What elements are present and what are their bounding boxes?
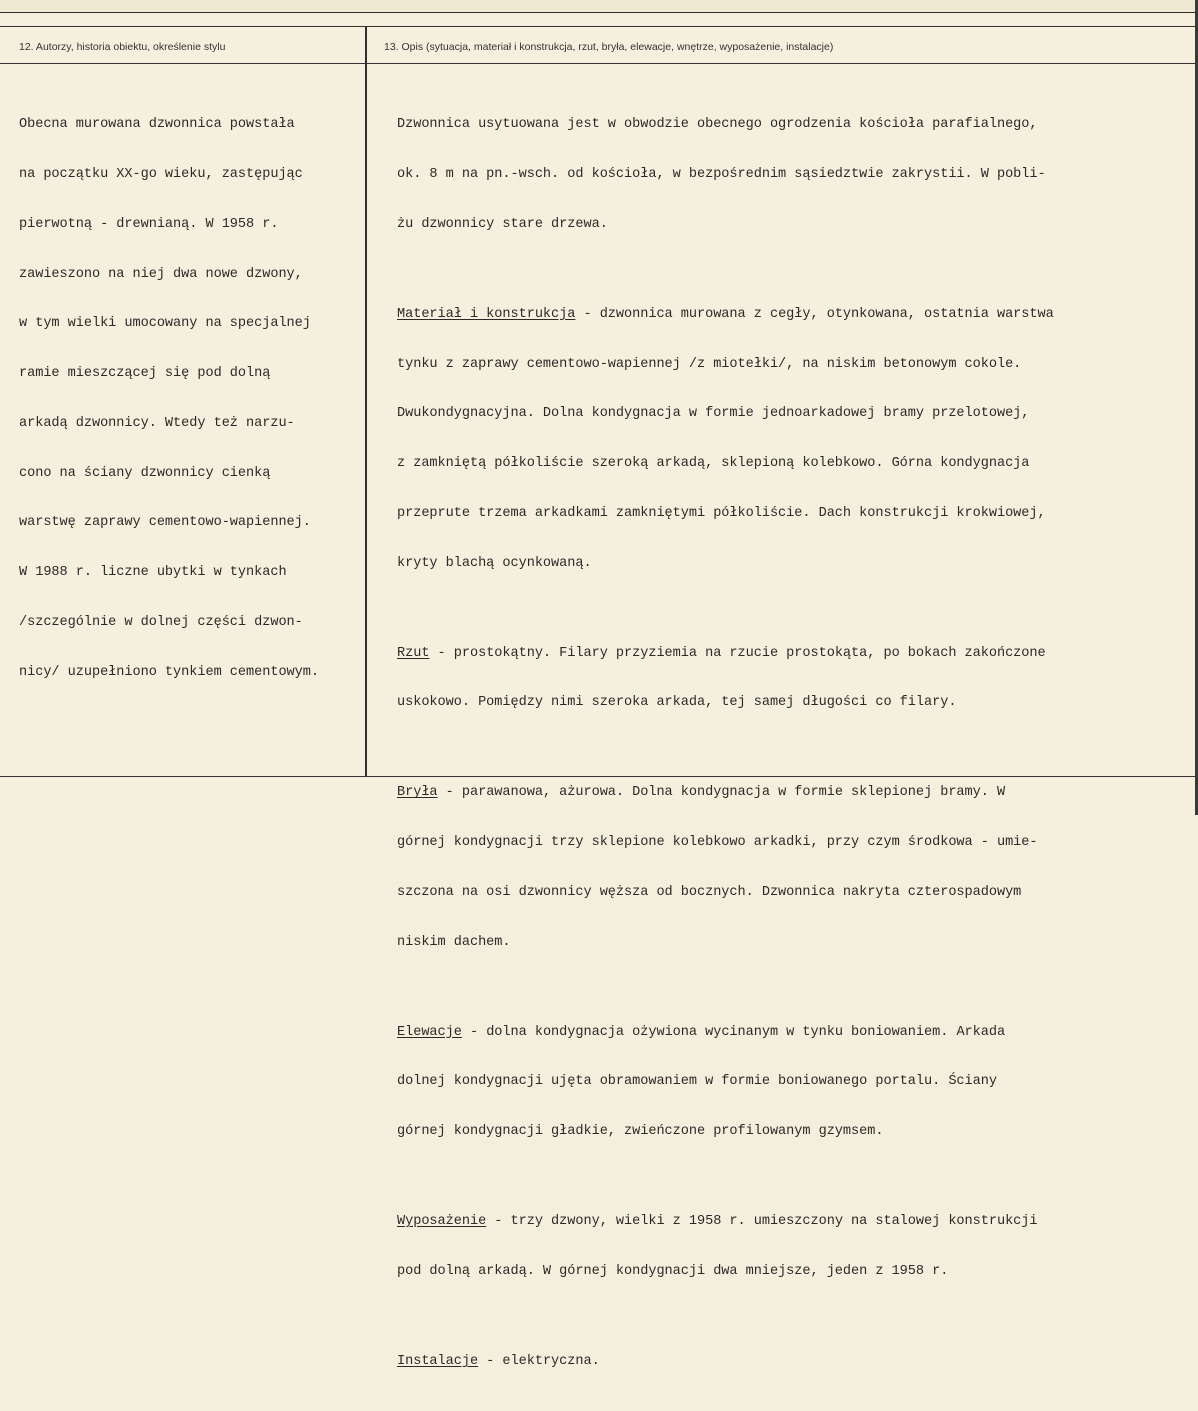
paragraph-heading: Wyposażenie	[397, 1214, 487, 1230]
header-top-rule	[0, 26, 1195, 27]
text-line: żu dzwonnicy stare drzewa.	[397, 216, 608, 232]
text-line: z zamkniętą półkoliście szeroką arkadą, sklepioną kolebkowo. Górna kondygnacja	[397, 456, 1030, 472]
section-13-title: 13. Opis (sytuacja, materiał i konstrukcja, rzut, bryła, elewacje, wnętrze, wyposażenie, instalacje)	[384, 41, 834, 53]
text-line	[397, 1354, 1177, 1371]
text-segment: - parawanowa, ażurowa. Dolna kondygnacja w formie sklepionej bramy. W	[437, 785, 1006, 801]
text-line	[397, 646, 1177, 663]
text-line: /szczególnie w dolnej części dzwon-	[19, 615, 303, 630]
text-line: nicy/ uzupełniono tynkiem cementowym.	[19, 664, 319, 680]
paragraph-installations	[397, 1321, 1177, 1404]
text-line: górnej kondygnacji gładkie, zwieńczone profilowanym gzymsem.	[397, 1124, 884, 1140]
section-13-text	[397, 84, 1177, 1411]
paragraph-heading: Materiał i konstrukcja	[397, 306, 576, 322]
text-segment: - dzwonnica murowana z cegły, otynkowana, ostatnia warstwa	[575, 306, 1054, 322]
text-line: ok. 8 m na pn.-wsch. od kościoła, w bezpośrednim sąsiedztwie zakrystii. W pobli-	[397, 166, 1046, 182]
text-line: w tym wielki umocowany na specjalnej	[19, 316, 311, 332]
top-edge-strip	[0, 0, 1198, 13]
text-line: zawieszono na niej dwa nowe dzwony,	[19, 266, 303, 282]
text-line	[397, 785, 1177, 802]
paragraph-material	[397, 274, 1177, 606]
text-segment: - prostokątny. Filary przyziemia na rzucie prostokąta, po bokach zakończone	[429, 645, 1046, 661]
text-line	[397, 1025, 1177, 1042]
text-line: ramie mieszczącej się pod dolną	[19, 366, 271, 382]
text-line: Obecna murowana dzwonnica powstała	[19, 117, 295, 133]
paragraph-elevations	[397, 991, 1177, 1174]
text-line	[397, 1214, 1177, 1231]
section-12-title: 12. Autorzy, historia obiektu, określenie stylu	[19, 41, 226, 53]
paragraph-heading: Bryła	[397, 785, 438, 801]
text-line: niskim dachem.	[397, 934, 511, 950]
text-line: szczona na osi dzwonnicy węższa od bocznych. Dzwonnica nakryta czterospadowym	[397, 884, 1022, 900]
paragraph-heading: Rzut	[397, 645, 430, 661]
text-line: arkadą dzwonnicy. Wtedy też narzu-	[19, 415, 295, 431]
text-line: W 1988 r. liczne ubytki w tynkach	[19, 565, 287, 581]
text-line: pod dolną arkadą. W górnej kondygnacji dwa mniejsze, jeden z 1958 r.	[397, 1263, 949, 1279]
text-line: Dwukondygnacyjna. Dolna kondygnacja w formie jednoarkadowej bramy przelotowej,	[397, 406, 1030, 422]
text-line: uskokowo. Pomiędzy nimi szeroka arkada, tej samej długości co filary.	[397, 695, 957, 711]
text-line: warstwę zaprawy cementowo-wapiennej.	[19, 515, 311, 531]
text-line: przeprute trzema arkadkami zamkniętymi półkoliście. Dach konstrukcji krokwiowej,	[397, 505, 1046, 521]
text-line: Dzwonnica usytuowana jest w obwodzie obecnego ogrodzenia kościoła parafialnego,	[397, 117, 1038, 133]
text-segment: - elektryczna.	[478, 1353, 600, 1369]
paragraph-plan	[397, 612, 1177, 745]
paragraph-mass	[397, 752, 1177, 984]
paragraph-location	[397, 84, 1177, 267]
text-line: cono na ściany dzwonnicy cienką	[19, 465, 271, 481]
text-line: dolnej kondygnacji ujęta obramowaniem w formie boniowanego portalu. Ściany	[397, 1074, 997, 1090]
text-segment: - trzy dzwony, wielki z 1958 r. umieszczony na stalowej konstrukcji	[486, 1214, 1038, 1230]
paragraph-equipment	[397, 1181, 1177, 1314]
section-12-text	[19, 84, 364, 715]
text-segment: - dolna kondygnacja ożywiona wycinanym w tynku boniowaniem. Arkada	[461, 1024, 1006, 1040]
paragraph-heading: Instalacje	[397, 1353, 479, 1369]
text-line	[397, 307, 1177, 324]
text-line: pierwotną - drewnianą. W 1958 r.	[19, 216, 279, 232]
text-line: górnej kondygnacji trzy sklepione kolebkowo arkadki, przy czym środkowa - umie-	[397, 835, 1038, 851]
column-divider	[365, 26, 367, 776]
header-bottom-rule	[0, 63, 1195, 64]
text-line: tynku z zaprawy cementowo-wapiennej /z miotełki/, na niskim betonowym cokole.	[397, 356, 1022, 372]
paragraph-heading: Elewacje	[397, 1024, 462, 1040]
text-line: kryty blachą ocynkowaną.	[397, 555, 592, 571]
text-line: na początku XX-go wieku, zastępując	[19, 166, 303, 182]
